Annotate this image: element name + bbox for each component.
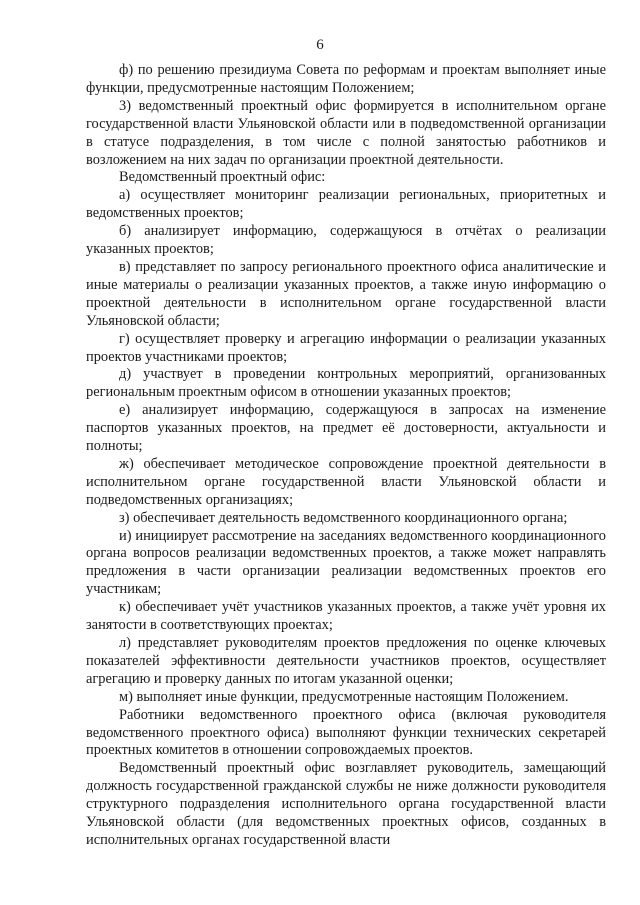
paragraph-e: е) анализирует информацию, содержащуюся в запросах на изменение паспортов указанных проектов, на предмет её достоверности, актуальности и полноты; (86, 402, 606, 455)
paragraph-head: Ведомственный проектный офис возглавляет руководитель, замещающий должность государственной гражданской службы не ниже должности руководителя структурного подразделения исполнительного органа государственной власти Ульяновской области (для ведомственных проектных офисов, созданных в исполнительных органах государственной власти (86, 760, 606, 848)
paragraph-v: в) представляет по запросу регионального проектного офиса аналитические и иные материалы о реализации указанных проектов, а также иную информацию о проектной деятельности в исполнительном органе государственной власти Ульяновской области; (86, 258, 606, 329)
page-number: 6 (316, 37, 324, 53)
paragraph-g: г) осуществляет проверку и агрегацию информации о реализации указанных проектов участниками проектов; (86, 330, 606, 365)
paragraph-office-intro: Ведомственный проектный офис: (119, 169, 326, 186)
paragraph-z: з) обеспечивает деятельность ведомственного координационного органа; (119, 509, 568, 526)
paragraph-a: а) осуществляет мониторинг реализации региональных, приоритетных и ведомственных проектов; (86, 187, 606, 222)
paragraph-b: б) анализирует информацию, содержащуюся в отчётах о реализации указанных проектов; (86, 223, 606, 258)
paragraph-k: к) обеспечивает учёт участников указанных проектов, а также учёт уровня их занятости в соответствующих проектах; (86, 599, 606, 634)
paragraph-m: м) выполняет иные функции, предусмотренные настоящим Положением. (119, 688, 569, 705)
paragraph-l: л) представляет руководителям проектов предложения по оценке ключевых показателей эффективности деятельности участников проектов, осуществляет агрегацию и проверку данных по итогам указанной оценки; (86, 635, 606, 687)
document-body (86, 62, 606, 850)
paragraph-f: ф) по решению президиума Совета по реформам и проектам выполняет иные функции, предусмотренные настоящим Положением; (86, 62, 606, 96)
paragraph-item-3: 3) ведомственный проектный офис формируется в исполнительном органе государственной власти Ульяновской области или в подведомственной организации в статусе подразделения, в том числе с полной занятостью работников и возложением на них задач по организации проектной деятельности. (86, 97, 606, 168)
paragraph-i: и) инициирует рассмотрение на заседаниях ведомственного координационного органа вопросов реализации ведомственных проектов, а также может направлять предложения в части организации реализации ведомственных проектов его участникам; (86, 527, 606, 598)
paragraph-staff: Работники ведомственного проектного офиса (включая руководителя ведомственного проектного офиса) выполняют функции технических секретарей проектных комитетов в отношении сопровождаемых проектов. (86, 706, 606, 759)
paragraph-d: д) участвует в проведении контрольных мероприятий, организованных региональным проектным офисом в отношении указанных проектов; (86, 366, 606, 401)
paragraph-zh: ж) обеспечивает методическое сопровождение проектной деятельности в исполнительном органе государственной власти Ульяновской области и подведомственных организациях; (86, 455, 606, 508)
